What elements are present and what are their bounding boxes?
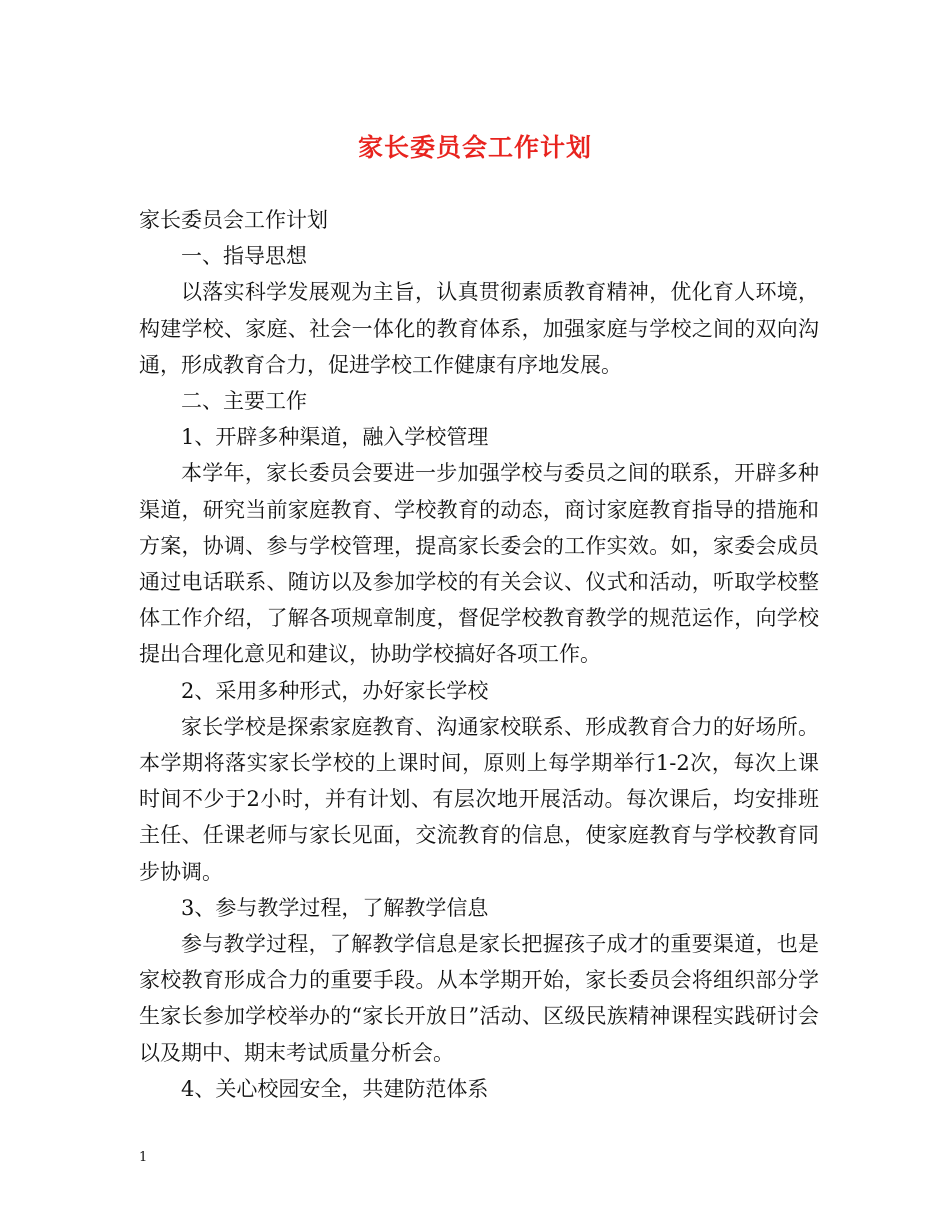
document-title: 家长委员会工作计划 <box>357 133 592 162</box>
paragraph-2: 家长学校是探索家庭教育、沟通家校联系、形成教育合力的好场所。本学期将落实家长学校的上课时间，原则上每学期举行1-2次，每次上课时间不少于2小时，并有计划、有层次地开展活动。每次课后，均安排班主任、任课老师与家长见面，交流教育的信息，使家庭教育与学校教育同步协调。 <box>139 714 819 884</box>
paragraph-3: 参与教学过程，了解教学信息是家长把握孩子成才的重要渠道，也是家校教育形成合力的重要手段。从本学期开始，家长委员会将组织部分学生家长参加学校举办的“家长开放日”活动、区级民族精神课程实践研讨会以及期中、期末考试质量分析会。 <box>139 932 819 1065</box>
body-heading: 家长委员会工作计划 <box>139 208 328 232</box>
section-heading-main-work: 二、主要工作 <box>181 389 307 414</box>
section-heading-guiding-ideology: 一、指导思想 <box>181 244 307 269</box>
subheading-2: 2、采用多种形式，办好家长学校 <box>181 678 489 703</box>
paragraph-1: 本学年，家长委员会要进一步加强学校与委员之间的联系，开辟多种渠道，研究当前家庭教育、学校教育的动态，商讨家庭教育指导的措施和方案，协调、参与学校管理，提高家长委会的工作实效。如，家委会成员通过电话联系、随访以及参加学校的有关会议、仪式和活动，听取学校整体工作介绍，了解各项规章制度，督促学校教育教学的规范运作，向学校提出合理化意见和建议，协助学校搞好各项工作。 <box>139 461 819 667</box>
document-body <box>139 202 819 1107</box>
paragraph-guiding-ideology: 以落实科学发展观为主旨，认真贯彻素质教育精神，优化育人环境，构建学校、家庭、社会一体化的教育体系，加强家庭与学校之间的双向沟通，形成教育合力，促进学校工作健康有序地发展。 <box>139 280 819 377</box>
subheading-1: 1、开辟多种渠道，融入学校管理 <box>181 425 489 450</box>
subheading-4: 4、关心校园安全，共建防范体系 <box>181 1076 489 1101</box>
page-number: 1 <box>139 1150 148 1165</box>
subheading-3: 3、参与教学过程，了解教学信息 <box>181 895 489 920</box>
